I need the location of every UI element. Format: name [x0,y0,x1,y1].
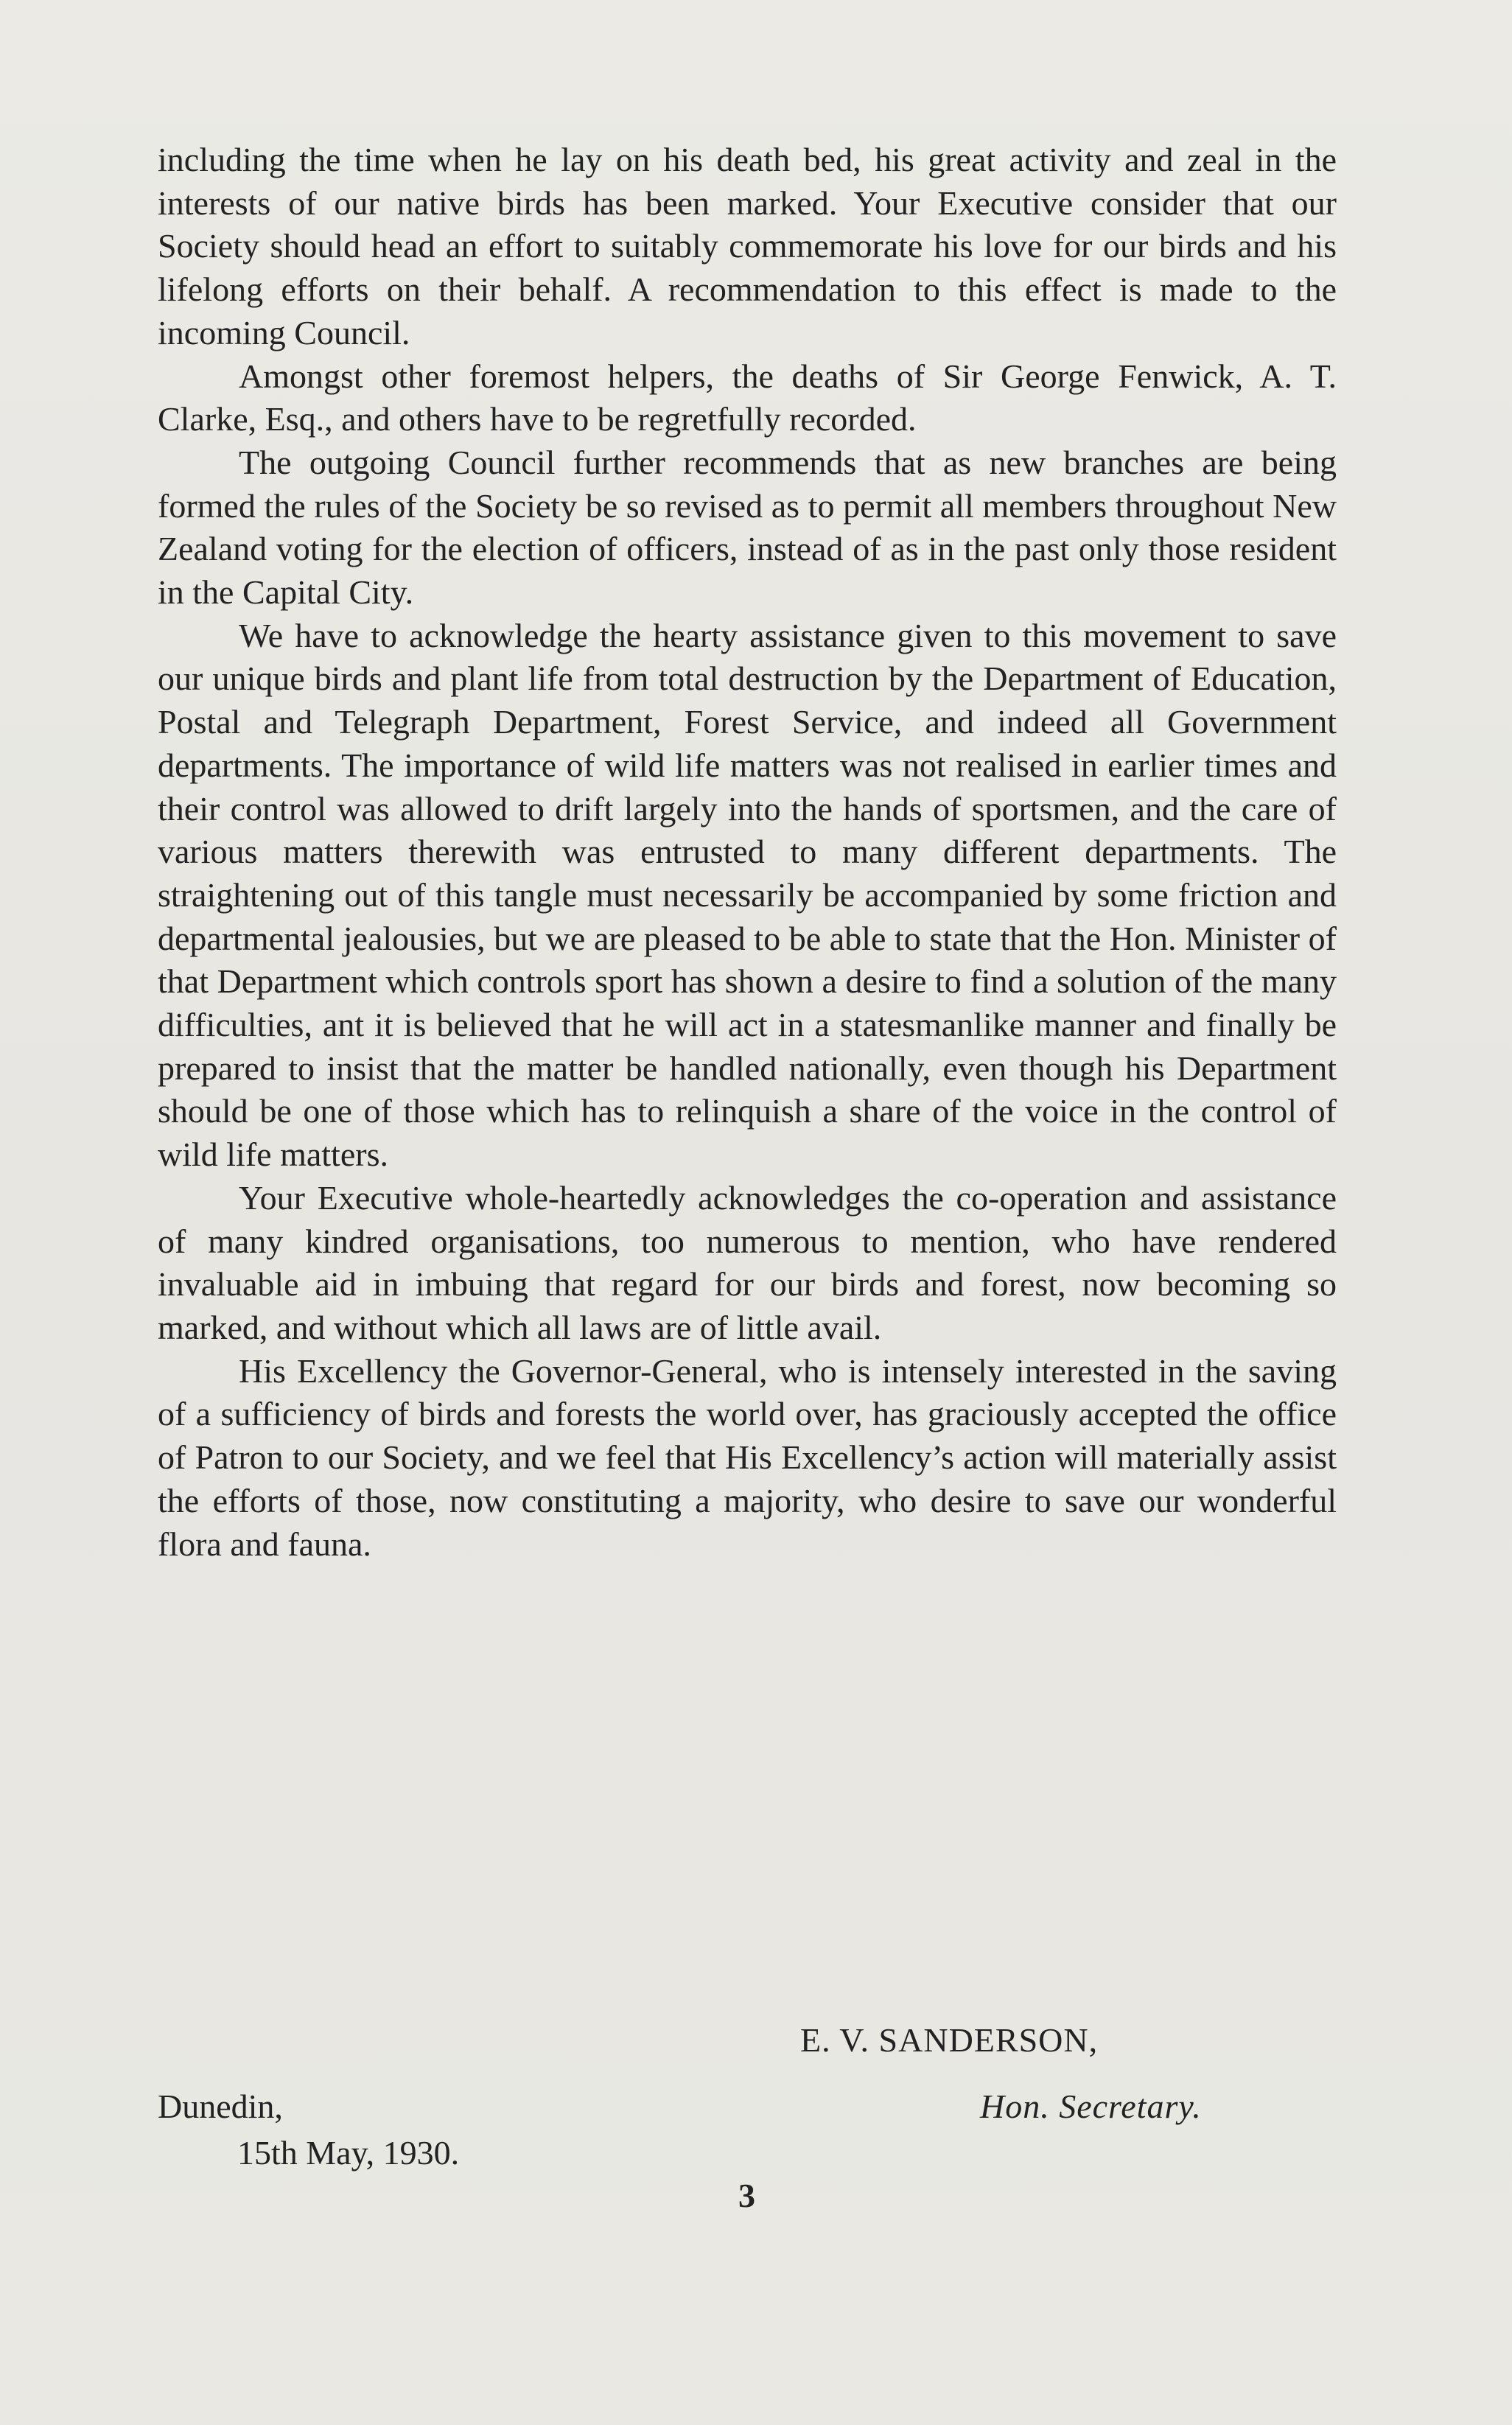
paragraph-continuation: including the time when he lay on his death bed, his great activity and zeal in the interests of our native birds has been marked. Your Executive consider that our Society should head an effort to suitably commemorate his love for our birds and his lifelong efforts on their behalf. A recommendation to this effect is made to the incoming Council. [158,141,1337,351]
paragraph-kindred-organisations: Your Executive whole-heartedly acknowledges the co-operation and assistance of many kindred organisations, too numerous to mention, who have rendered invaluable aid in imbuing that regard for our birds and forest, now becoming so marked, and without which all laws are of little avail. [158,1178,1337,1346]
page-number: 3 [738,2177,755,2214]
paragraph-governor-general: His Excellency the Governor-General, who is intensely interested in the saving of a sufficiency of birds and forests the world over, has graciously accepted the office of Patron to our Society, and we feel that His Excellency’s action will materially assist the efforts of those, now constituting a majority, who desire to save our wonderful flora and fauna. [158,1351,1337,1563]
body-text [158,139,1337,1566]
paragraph-rules-revision: The outgoing Council further recommends that as new branches are being formed the rules of the Society be so revised as to permit all members throughout New Zealand voting for the election of officers, instead of as in the past only those resident in the Capital City. [158,443,1337,612]
date-line: 15th May, 1930. [237,2134,460,2172]
paragraph-deaths: Amongst other foremost helpers, the deaths of Sir George Fenwick, A. T. Clarke, Esq., and others have to be regretfully recorded. [158,357,1337,438]
signature-name: E. V. SANDERSON, [800,2021,1099,2059]
signature-title: Hon. Secretary. [980,2088,1202,2125]
place-line: Dunedin, [158,2088,283,2125]
paragraph-acknowledgement-departments: We have to acknowledge the hearty assistance given to this movement to save our unique birds and plant life from total destruction by the Department of Education, Postal and Telegraph Department, Forest Service, and indeed all Government departments. The importance of wild life matters was not realised in earlier times and their control was allowed to drift largely into the hands of sportsmen, and the care of various matters therewith was entrusted to many different departments. The straightening out of this tangle must necessarily be accompanied by some friction and departmental jealousies, but we are pleased to be able to state that the Hon. Minister of that Department which controls sport has shown a desire to find a solution of the many difficulties, ant it is believed that he will act in a statesmanlike manner and finally be prepared to insist that the matter be handled nationally, even though his Department should be one of those which has to relinquish a share of the voice in the control of wild life matters. [158,616,1337,1174]
